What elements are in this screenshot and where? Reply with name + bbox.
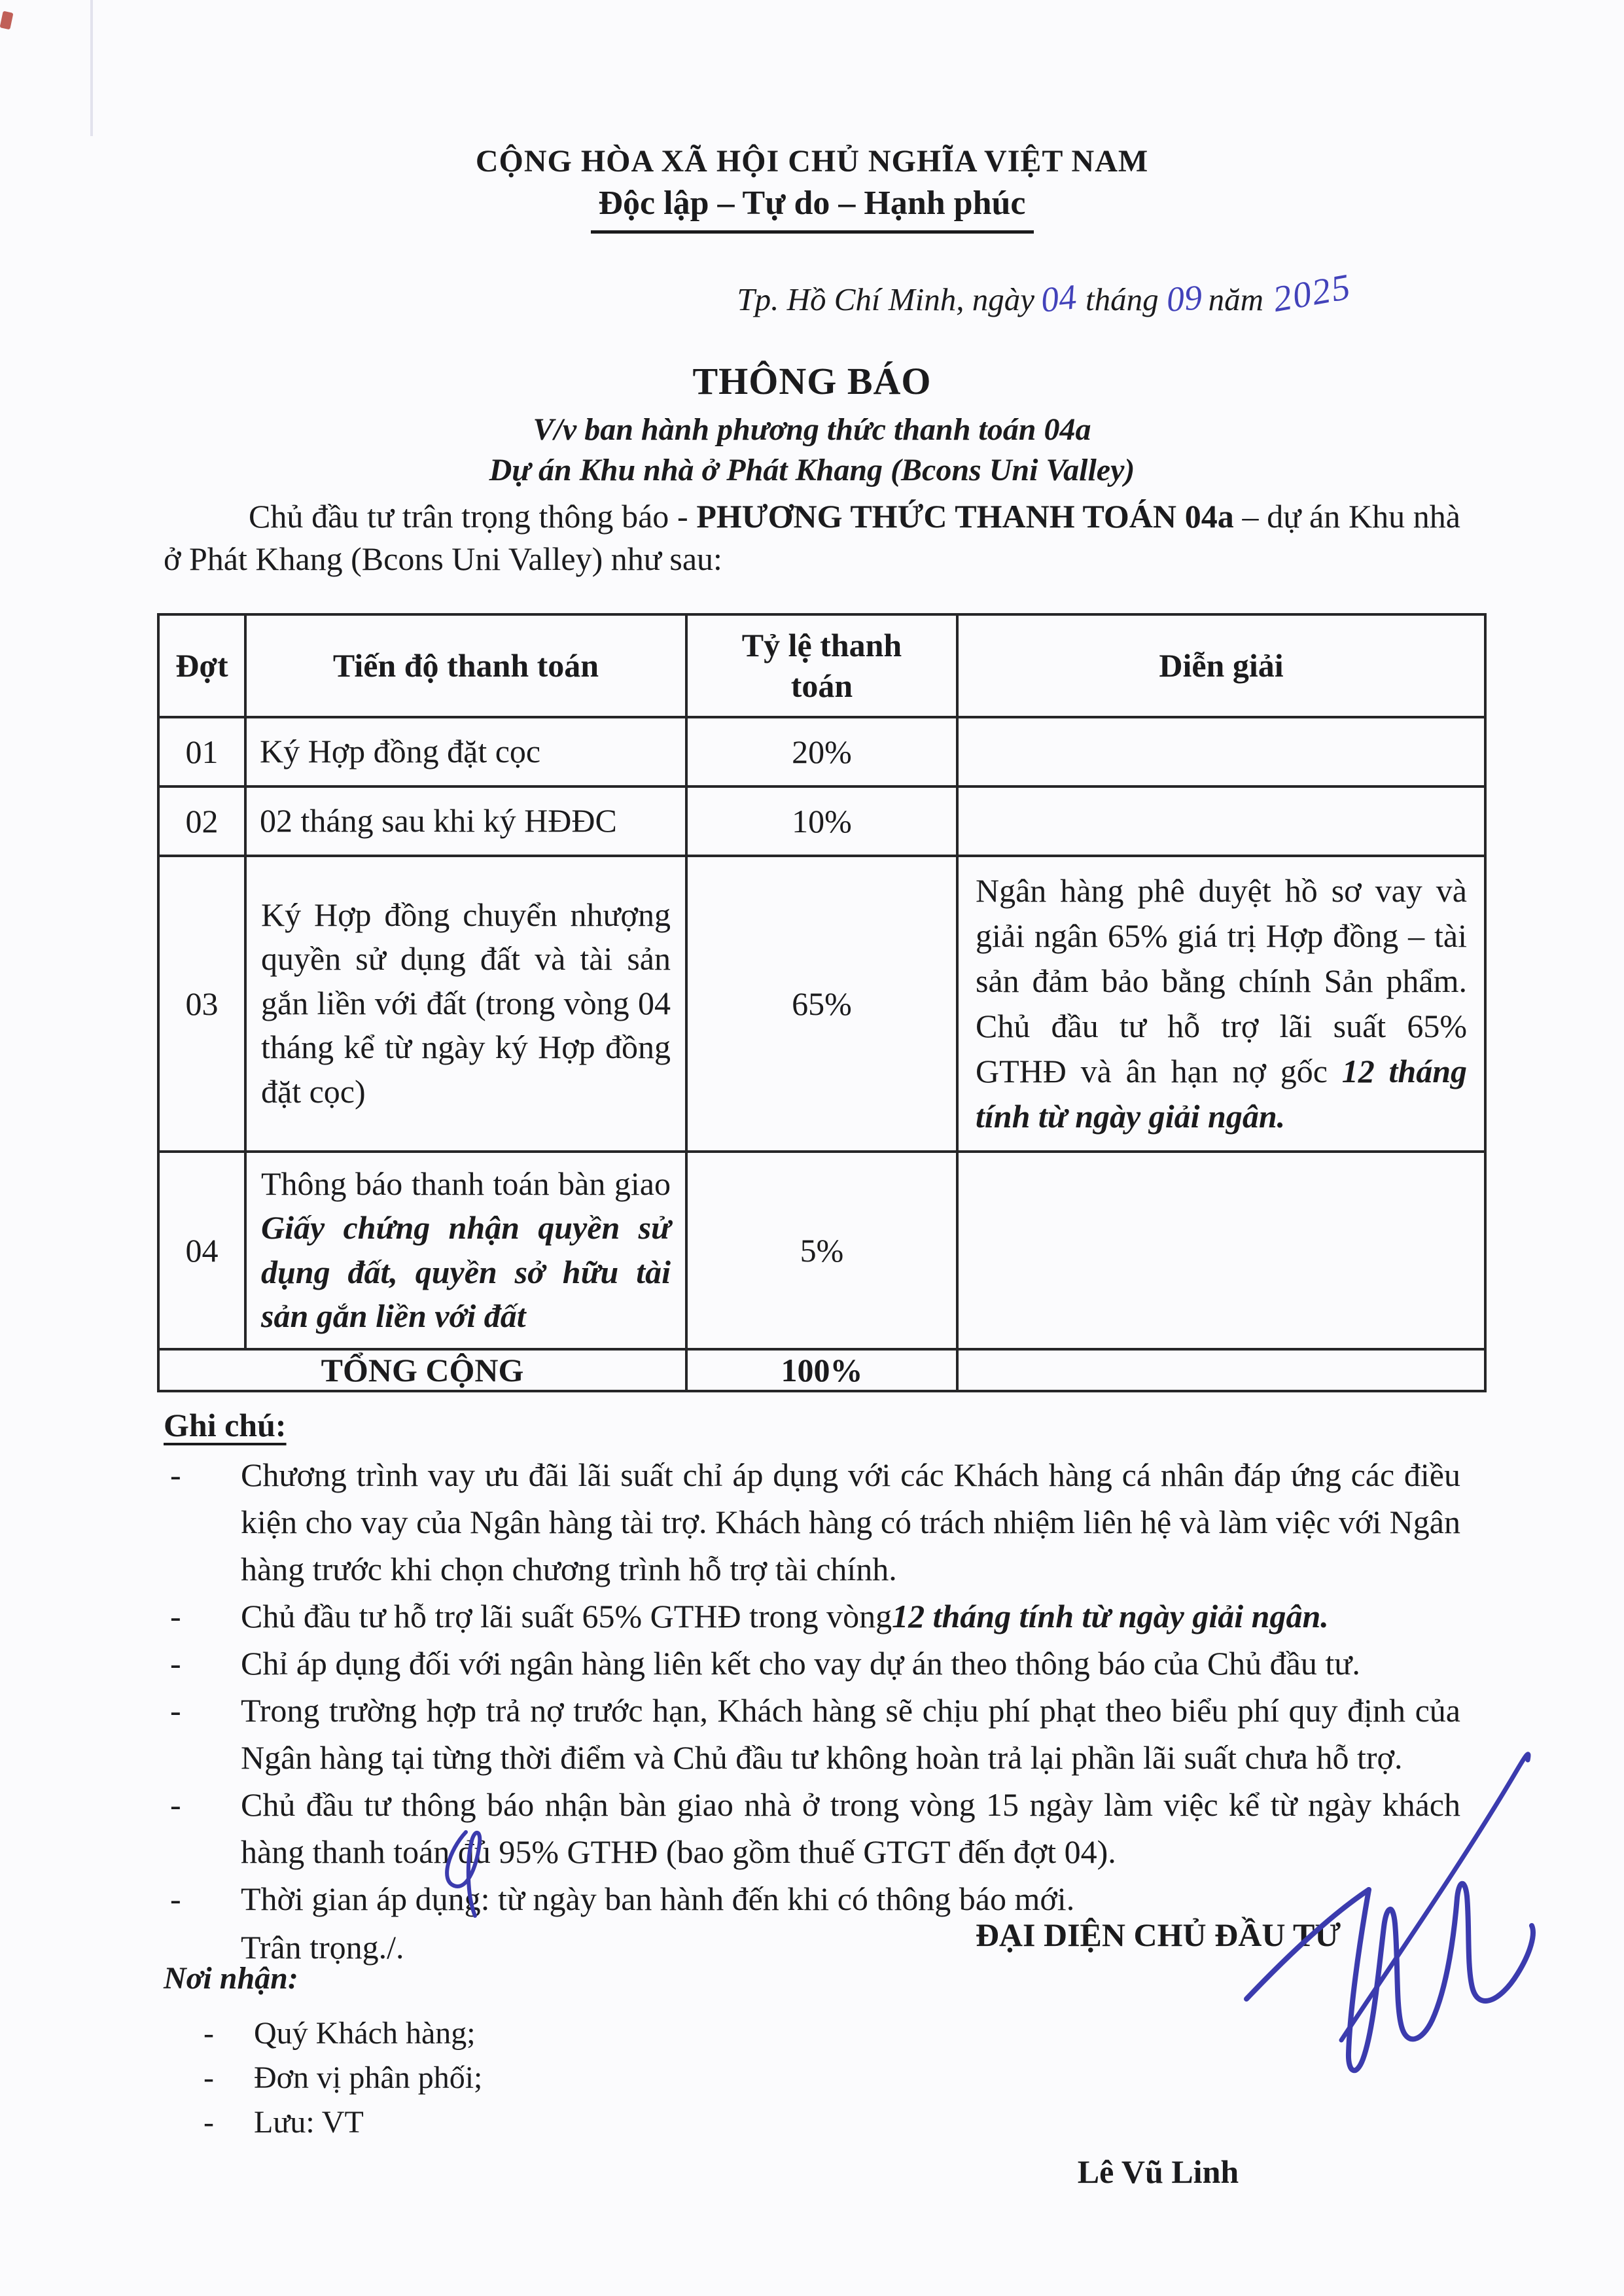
intro-before: Chủ đầu tư trân trọng thông báo - [249,497,697,535]
recipients-list [164,2012,482,2146]
header-stage: Tiến độ thanh toán [245,614,686,717]
place-date-prefix: Tp. Hồ Chí Minh, ngày [737,281,1034,317]
handwritten-month: 09 [1165,277,1203,319]
header-dot: Đợt [158,614,245,717]
handwritten-year: 2025 [1270,266,1354,321]
recipient-item: - Đơn vị phân phối; [203,2060,483,2096]
note-emphasis: 12 tháng tính từ ngày giải ngân. [892,1597,1329,1634]
document-title: THÔNG BÁO [692,360,932,403]
row2-stage: 02 tháng sau khi ký HĐĐC [245,786,686,856]
total-label: TỔNG CỘNG [158,1349,686,1391]
row3-stage: Ký Hợp đồng chuyển nhượng quyền sử dụng đất và tài sản gắn liền với đất (trong vòng 04 tháng kể từ ngày ký Hợp đồng đặt cọc) [245,856,686,1152]
national-motto: Độc lập – Tự do – Hạnh phúc [591,183,1034,234]
recipient-item: - Lưu: VT [203,2105,364,2140]
year-label: năm [1208,281,1263,317]
row4-dot: 04 [158,1152,245,1349]
row2-note [957,786,1485,856]
note-item: - Chương trình vay ưu đãi lãi suất chỉ áp dụng với các Khách hàng cá nhân đáp ứng các điều kiện cho vay của Ngân hàng tài trợ. Khách hàng có trách nhiệm liên hệ và làm việc với Ngân hàng trước khi chọn chương trình hỗ trợ tài chính. [170,1456,1460,1587]
document-subject: V/v ban hành phương thức thanh toán 04a [533,412,1091,447]
signer-name: Lê Vũ Linh [1077,2153,1239,2190]
note-item: - Chủ đầu tư thông báo nhận bàn giao nhà ở trong vòng 15 ngày làm việc kể từ ngày khách hàng thanh toán đủ 95% GTHĐ (bao gồm thuế GTGT đến đợt 04). [170,1786,1460,1870]
row3-note-emphasis: 12 tháng tính từ ngày giải ngân. [976,1052,1467,1135]
handwritten-day: 04 [1038,277,1078,320]
row4-stage-emphasis: Giấy chứng nhận quyền sử dụng đất, quyền sở hữu tài sản gắn liền với đất [261,1209,671,1335]
note-item: - Thời gian áp dụng: từ ngày ban hành đến khi có thông báo mới. [170,1880,1075,1917]
intro-after: – dự án Khu nhà ở Phát Khang (Bcons Uni Valley) như sau: [164,497,1460,577]
header-rate: Tỷ lệ thanh toán [686,614,957,717]
scan-artifact-crease [90,0,93,136]
table-header-row [158,614,1485,717]
document-project: Dự án Khu nhà ở Phát Khang (Bcons Uni Valley) [489,453,1135,488]
total-rate: 100% [686,1349,957,1391]
row3-dot: 03 [158,856,245,1152]
note-item: - Chủ đầu tư hỗ trợ lãi suất 65% GTHĐ trong vòng12 tháng tính từ ngày giải ngân. [170,1597,1329,1634]
closing-regards: Trân trọng./. [241,1928,404,1966]
note-item: - Trong trường hợp trả nợ trước hạn, Khách hàng sẽ chịu phí phạt theo biểu phí quy định của Ngân hàng tại từng thời điểm và Chủ đầu tư không hoàn trả lại phần lãi suất chưa hỗ trợ. [170,1691,1460,1776]
intro-paragraph [164,495,1460,580]
representative-title: ĐẠI DIỆN CHỦ ĐẦU TƯ [975,1916,1341,1953]
table-row [158,717,1485,786]
header-note: Diễn giải [957,614,1485,717]
row1-rate: 20% [686,717,957,786]
row1-stage: Ký Hợp đồng đặt cọc [245,717,686,786]
national-title: CỘNG HÒA XÃ HỘI CHỦ NGHĨA VIỆT NAM [475,144,1149,179]
row2-rate: 10% [686,786,957,856]
row1-dot: 01 [158,717,245,786]
notes-heading: Ghi chú: [164,1406,287,1443]
scan-artifact-red-speck [0,11,14,30]
total-note [957,1349,1485,1391]
table-row [158,786,1485,856]
month-label: tháng [1085,281,1159,317]
place-date-line [164,266,1460,321]
note-item: - Chỉ áp dụng đối với ngân hàng liên kết cho vay dự án theo thông báo của Chủ đầu tư. [170,1644,1360,1682]
national-header [164,143,1460,234]
table-row [158,1152,1485,1349]
row1-note [957,717,1485,786]
recipient-item: - Quý Khách hàng; [203,2016,476,2051]
row4-note [957,1152,1485,1349]
recipients-heading: Nơi nhận: [164,1961,298,1996]
intro-emphasis: PHƯƠNG THỨC THANH TOÁN 04a [696,497,1234,535]
payment-schedule-table [157,613,1487,1392]
table-total-row [158,1349,1485,1391]
row2-dot: 02 [158,786,245,856]
row4-stage: Thông báo thanh toán bàn giao Giấy chứng nhận quyền sử dụng đất, quyền sở hữu tài sản gắn liền với đất [245,1152,686,1349]
row4-rate: 5% [686,1152,957,1349]
table-row [158,856,1485,1152]
row3-rate: 65% [686,856,957,1152]
signature-footer [0,1878,1624,2296]
notes-list [164,1451,1460,1922]
row3-note: Ngân hàng phê duyệt hồ sơ vay và giải ngân 65% giá trị Hợp đồng – tài sản đảm bảo bằng chính Sản phẩm. Chủ đầu tư hỗ trợ lãi suất 65% GTHĐ và ân hạn nợ gốc 12 tháng tính từ ngày giải ngân. [957,856,1485,1152]
